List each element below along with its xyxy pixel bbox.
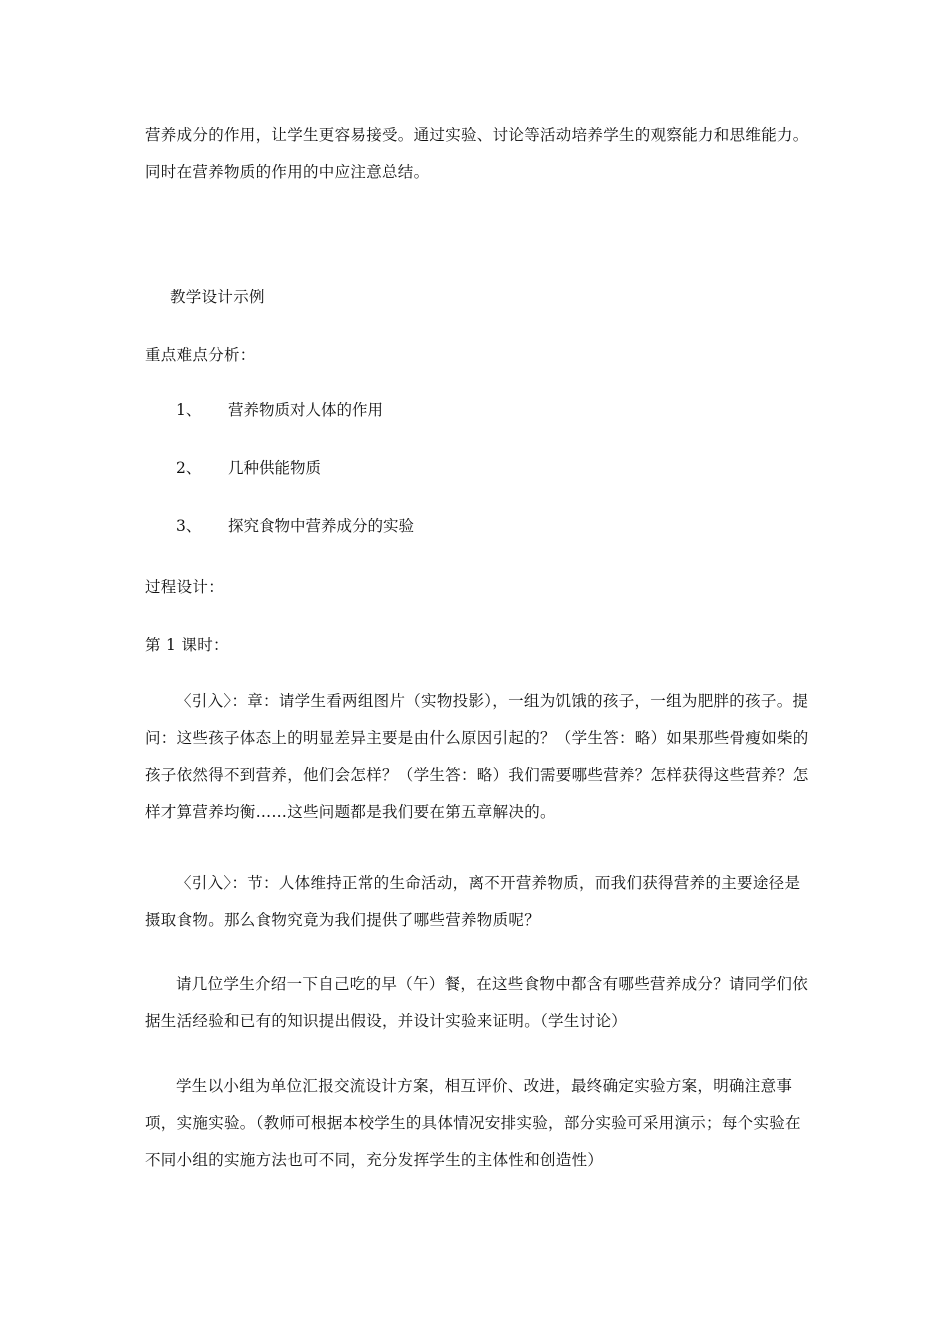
intro-paragraph: 营养成分的作用，让学生更容易接受。通过实验、讨论等活动培养学生的观察能力和思维能力。同时在营养物质的作用的中应注意总结。 [145, 126, 809, 181]
paragraph-intro-section: 〈引入〉：节：人体维持正常的生命活动，离不开营养物质，而我们获得营养的主要途径是摄取食物。那么食物究竟为我们提供了哪些营养物质呢？ [145, 874, 801, 929]
list-item-text: 探究食物中营养成分的实验 [228, 517, 415, 535]
paragraph-student-meals: 请几位学生介绍一下自己吃的早（午）餐，在这些食物中都含有哪些营养成分？请同学们依据生活经验和已有的知识提出假设，并设计实验来证明。（学生讨论） [145, 975, 809, 1030]
paragraph-experiment-plan: 学生以小组为单位汇报交流设计方案，相互评价、改进，最终确定实验方案，明确注意事项，实施实验。（教师可根据本校学生的具体情况安排实验，部分实验可采用演示；每个实验在不同小组的实施方法也可不同，充分发挥学生的主体性和创造性） [145, 1077, 801, 1169]
list-item [176, 456, 321, 480]
list-item-text: 几种供能物质 [228, 459, 322, 477]
paragraph-intro-chapter: 〈引入〉：章：请学生看两组图片（实物投影），一组为饥饿的孩子，一组为肥胖的孩子。提问：这些孩子体态上的明显差异主要是由什么原因引起的？（学生答：略）如果那些骨瘦如柴的孩子依然得不到营养，他们会怎样？（学生答：略）我们需要哪些营养？怎样获得这些营养？怎样才算营养均衡……这些问题都是我们要在第五章解决的。 [145, 692, 809, 821]
key-points-label: 重点难点分析： [145, 346, 256, 364]
process-label: 过程设计： [145, 578, 225, 596]
list-item-number: 3、 [176, 517, 202, 535]
lesson-label: 第 1 课时： [145, 636, 229, 654]
list-item [176, 514, 414, 538]
list-item [176, 398, 383, 422]
list-item-number: 2、 [176, 459, 202, 477]
section-title: 教学设计示例 [170, 288, 265, 306]
list-item-number: 1、 [176, 401, 202, 419]
list-item-text: 营养物质对人体的作用 [228, 401, 384, 419]
